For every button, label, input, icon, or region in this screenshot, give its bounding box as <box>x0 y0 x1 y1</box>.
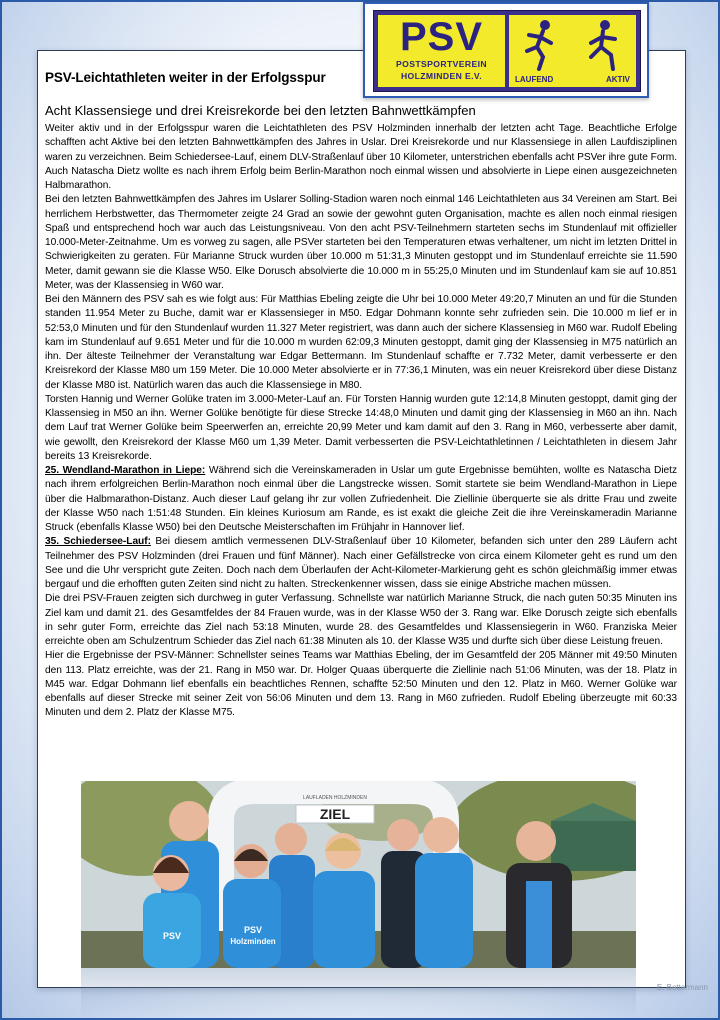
photo-reflection <box>81 968 636 1018</box>
article-title: PSV-Leichtathleten weiter in der Erfolgsspur <box>45 70 326 85</box>
section-heading-schiedersee: 35. Schiedersee-Lauf: <box>45 536 151 548</box>
paragraph-men-schiedersee: Hier die Ergebnisse der PSV-Männer: Schnellster seines Teams war Matthias Ebeling, der im Gesamtfeld der 205 Männer mit 49:50 Minuten den 113. Platz erreichte, was der 21. Rang in M50 war. Dr. Holger Quaas überquerte die Ziellinie nach 51:06 Minuten, was der 18. Platz in M45 war. Edgar Dohmann lief ebenfalls ein beachtliches Rennen, schaffte 52:50 Minuten und den 12. Platz in M60. Werner Golüke war ebenfalls auf dieser Strecke mit seiner Zeit von 56:06 Minuten und dem 13. Rang in M60 zufrieden. Rudolf Ebeling überzeugte mit 60:33 Minuten und dem 2. Platz der Klasse M75. <box>45 650 677 719</box>
team-photo-illustration <box>81 781 636 968</box>
team-photo <box>81 781 636 968</box>
paragraph-3000m: Torsten Hannig und Werner Golüke traten im 3.000-Meter-Lauf an. Für Torsten Hannig wurden gute 12:14,8 Minuten gestoppt, damit ging der Klassensieg in M50 an ihn. Werner Golüke benötigte für diese Strecke 14:48,0 Minuten und damit ging der Klassensieg in M60 an ihn. Nach dem Lauf trat Werner Golüke beim Speerwerfen an, erreichte 20,99 Meter und kam damit auf den 3. Rang in M60, verbesserte aber damit, wie gewollt, den Kreisrekord der Klasse M60 um 1,39 Meter. Damit verbesserten die PSV-Leichtathletinnen / Leichtathleten in diesem Jahr bereits 13 Kreisrekorde. <box>45 393 677 462</box>
paragraph-women: Die drei PSV-Frauen zeigten sich durchweg in guter Verfassung. Schnellste war natürlich Marianne Struck, die nach guten 50:35 Minuten ins Ziel kam und damit 21. des Gesamtfeldes der 84 Frauen wurde, was in der Klasse W50 der 3. Rang war. Elke Dorusch zeigte sich ebenfalls in sehr guter Form, erreichte das Ziel nach 53:18 Minuten, wurde 28. des Gesamtfeldes und Klassensiegerin in W60. Franziska Meier erreichte oben am Schulzentrum Schieder das Ziel nach 61:38 Minuten als 10. der Klasse W35 und durfte sich über diese Leistung freuen. <box>45 593 677 647</box>
banner-sponsor-text: LAUFLADEN HOLZMINDEN <box>303 795 367 801</box>
logo-tagline-right: AKTIV <box>606 75 630 84</box>
article-body <box>45 122 677 721</box>
paragraph-schiedersee <box>45 535 677 592</box>
paragraph-uslar: Bei den letzten Bahnwettkämpfen des Jahres im Uslarer Solling-Stadion waren noch einmal 146 Leichtathleten aus 34 Vereinen am Start. Bei herrlichem Herbstwetter, das Thermometer zeigte 24 Grad an sowie der gewohnt guten Organisation, machte es allen noch einmal riesigen Spaß und entsprechend hoch war auch das Leistungsniveau. Von den acht PSV-Teilnehmern starteten sechs im Stundenlauf mit offizieller 10.000-Meter-Zeitnahme. Um es vorweg zu sagen, alle PSVer starteten bei den Temperaturen etwas verhaltener, um nicht im letzten Drittel in Schwierigkeiten zu geraten. Für Marianne Struck wurden über 10.000 m 51:31,3 Minuten gestoppt und im Stundenlauf erreichte sie 11.590 Meter, damit gewann sie die Klasse W50. Elke Dorusch absolvierte die 10.000 m in 55:25,0 Minuten und im Stundenlauf kam sie auf 10.851 Meter, was der Klassensieg in W60 war. <box>45 194 677 291</box>
logo-tagline-left: LAUFEND <box>515 75 554 84</box>
shirt-text: PSV <box>162 931 182 941</box>
logo-line-1: POSTSPORTVEREIN <box>396 59 487 69</box>
banner-ziel-text: ZIEL <box>319 806 351 822</box>
article-subtitle: Acht Klassensiege und drei Kreisrekorde bei den letzten Bahnwettkämpfen <box>45 103 476 118</box>
shirt-text: PSV <box>243 925 263 935</box>
section-heading-wendland: 25. Wendland-Marathon in Liepe: <box>45 465 206 476</box>
paragraph-wendland <box>45 464 677 535</box>
logo-psv-text: PSV <box>399 15 484 59</box>
photo-credit: E. Bettermann <box>656 983 708 992</box>
runner-icon <box>575 17 631 73</box>
runner-icon <box>513 17 569 73</box>
shirt-text: Holzminden <box>230 937 276 946</box>
logo-runner-panel <box>509 15 636 87</box>
paragraph-intro: Weiter aktiv und in der Erfolgsspur waren die Leichtathleten des PSV Holzminden innerhalb der letzten acht Tage. Beachtliche Erfolge schafften acht Aktive bei den letzten Bahnwettkämpfen des Jahres in Uslar. Drei Kreisrekorde und nur Klassensiege in allen Laufdisziplinen waren zu verzeichnen. Beim Schiedersee-Lauf, einem DLV-Straßenlauf über 10 Kilometer, unterstrichen ebenfalls acht PSVer ihre gute Form. Auch Natascha Dietz wollte es nach ihrem Erfolg beim Berlin-Marathon noch einmal wissen und absolvierte in Liepe einen ausgezeichneten Halbmarathon. <box>45 123 677 191</box>
logo-line-2: HOLZMINDEN E.V. <box>400 71 483 81</box>
paragraph-wendland-text: Während sich die Vereinskameraden in Uslar um gute Ergebnisse bemühten, wollte es Natascha Dietz nach ihrem erfolgreichen Berlin-Marathon noch einmal über die Langstrecke wissen. Somit startete sie beim Wendland-Marathon in Liepe über die Halbmarathon-Distanz. Auch dieser Lauf gelang ihr zur vollen Zufriedenheit. Die Ziellinie überquerte sie als dritte Frau und zweite der Klasse W50 nach 1:51:48 Stunden. Ein kleines Kuriosum am Rande, es ist exakt die gleiche Zeit die ihre Vereinskameradin Marianne Struck (ebenfalls Klasse W50) bei den Deutsche Meisterschaften im Frühjahr in Hannover lief. <box>45 465 677 533</box>
paragraph-men-results: Bei den Männern des PSV sah es wie folgt aus: Für Matthias Ebeling zeigte die Uhr bei 10.000 Meter 49:20,7 Minuten an und für die Stunden standen 11.954 Meter zu Buche, damit war er Klassensieger in M50. Edgar Dohmann konnte sehr zufrieden sein. Die 10.000 m lief er in 52:53,0 Minuten und für den Stundenlauf wurden 11.327 Meter registriert, was dann auch der sichere Klassensieg in M60 war. Rudolf Ebeling kam im Stundenlauf auf 9.651 Meter und für die 10.000 m wurden 62:09,3 Minuten gestoppt, damit ging der Klassensieg in M75 natürlich an ihn. Der älteste Teilnehmer der Veranstaltung war Edgar Bettermann. Im Stundenlauf schaffte er 7.732 Meter, damit verbesserte er den Kreisrekord der Klasse M80 um 159 Meter. Die 10.000 Meter absolvierte er in 77:36,1 Minuten, was ein neuer Kreisrekord über diese Distanz der Klasse M80 ist. Natürlich waren das auch die Klassensiege in M80. <box>45 294 677 391</box>
paragraph-schiedersee-text: Bei diesem amtlich vermessenen DLV-Straßenlauf über 10 Kilometer, befanden sich unter den 289 Läufern acht Teilnehmer des PSV Holzminden (drei Frauen und fünf Männer). Nach einer Gefällstrecke von circa einem Kilometer geht es rund um den See und die Uhr verspricht gute Zeiten. Doch nach dem Überlaufen der Acht-Kilometer-Markierung geht es schön gleichmäßig immer etwas bergauf und die erhofften guten Zeiten sind nicht zu halten. Streckenkenner wissen, dass sie einige Abstriche machen müssen. <box>45 536 677 590</box>
